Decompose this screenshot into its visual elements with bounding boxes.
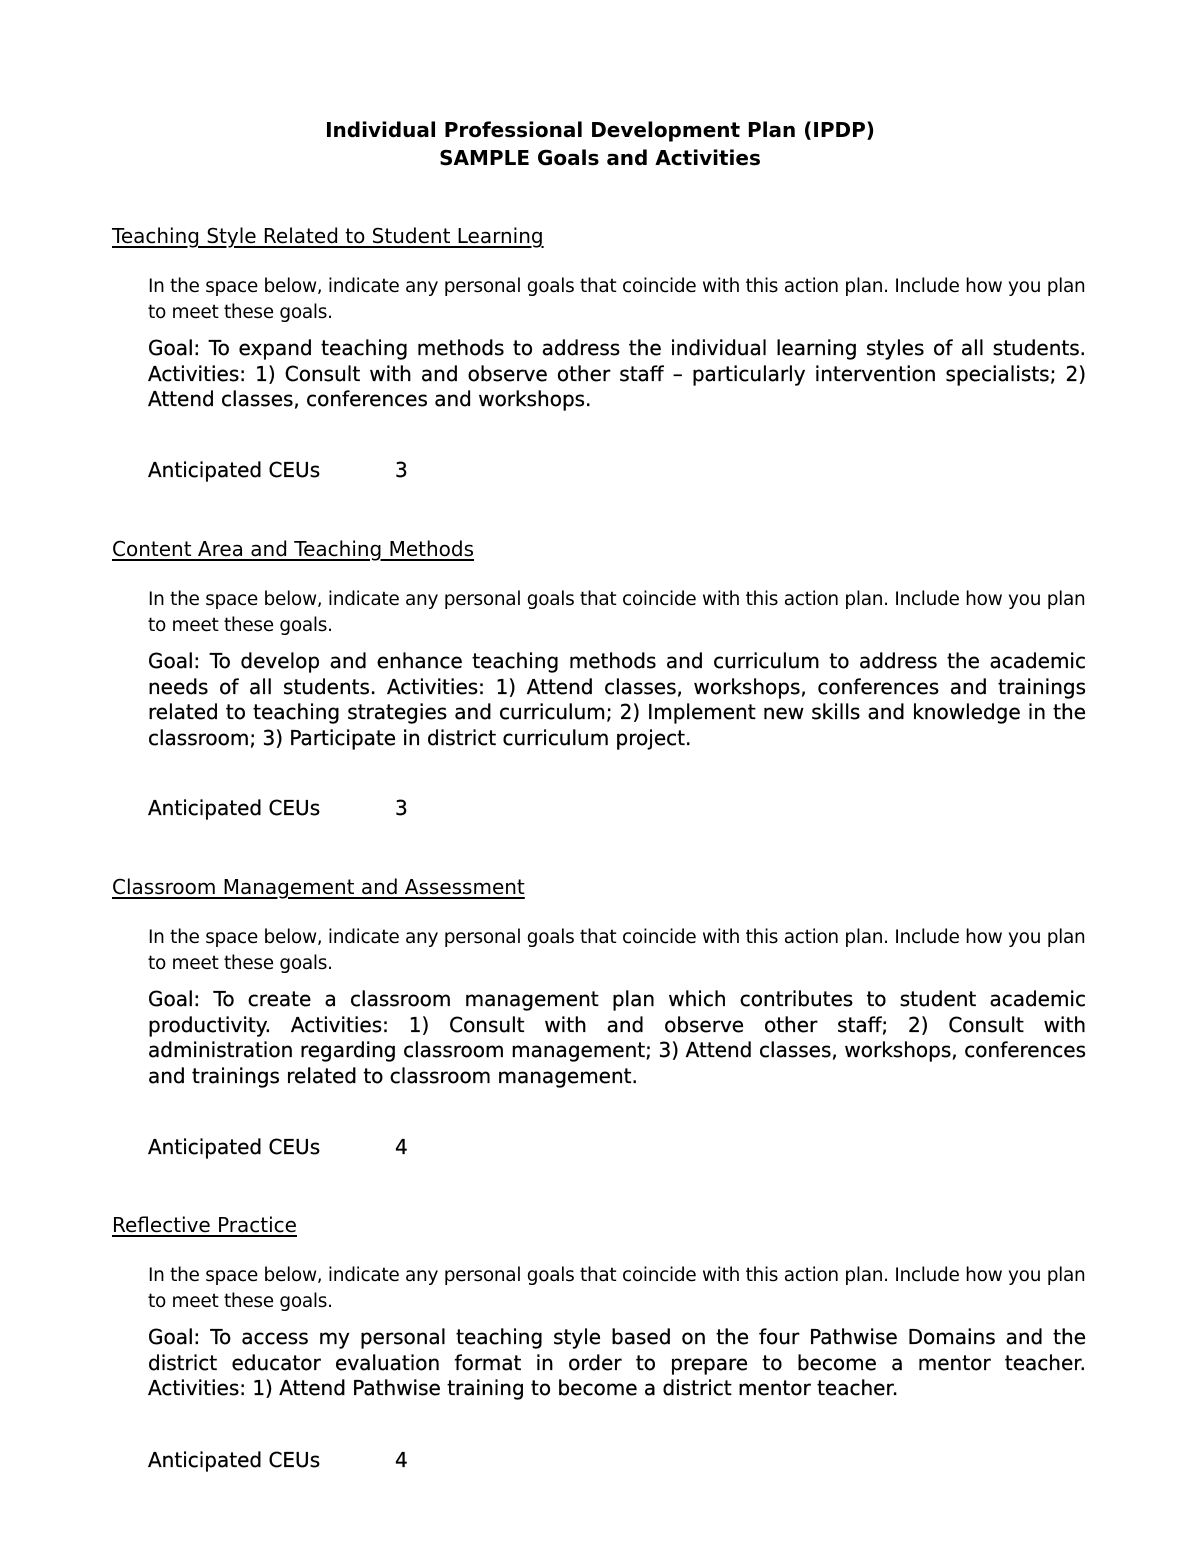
anticipated-ceus — [148, 1133, 408, 1161]
section-prompt: In the space below, indicate any personal goals that coincide with this action plan. Include how you plan to meet these goals. — [148, 927, 1086, 974]
goal-text: Goal: To expand teaching methods to address the individual learning styles of all students. Activities: 1) Consult with and observe other staff – particularly intervention specialists; 2) Attend classes, conferences and workshops. — [148, 336, 1086, 411]
ceus-label: Anticipated CEUs — [148, 796, 321, 820]
goal-text: Goal: To access my personal teaching style based on the four Pathwise Domains and the district educator evaluation format in order to prepare to become a mentor teacher. Activities: 1) Attend Pathwise training to become a district mentor teacher. — [148, 1325, 1086, 1400]
ceus-value: 4 — [395, 1448, 408, 1472]
document-title: Individual Professional Development Plan (IPDP) — [325, 118, 875, 142]
section-heading: Reflective Practice — [112, 1213, 297, 1237]
ceus-label: Anticipated CEUs — [148, 1448, 321, 1472]
ceus-value: 3 — [395, 796, 408, 820]
ceus-value: 4 — [395, 1135, 408, 1159]
section-prompt: In the space below, indicate any personal goals that coincide with this action plan. Include how you plan to meet these goals. — [148, 276, 1086, 323]
anticipated-ceus — [148, 456, 408, 484]
section-heading: Teaching Style Related to Student Learning — [112, 224, 544, 248]
goal-text: Goal: To create a classroom management plan which contributes to student academic productivity. Activities: 1) Consult with and observe other staff; 2) Consult with administration regarding classroom management; 3) Attend classes, workshops, conferences and trainings related to classroom management. — [148, 987, 1086, 1088]
section-heading: Content Area and Teaching Methods — [112, 537, 475, 561]
anticipated-ceus — [148, 794, 408, 822]
document-subtitle: SAMPLE Goals and Activities — [439, 146, 761, 170]
anticipated-ceus — [148, 1446, 408, 1474]
ceus-value: 3 — [395, 458, 408, 482]
ceus-label: Anticipated CEUs — [148, 458, 321, 482]
section-heading: Classroom Management and Assessment — [112, 875, 525, 899]
section-prompt: In the space below, indicate any personal goals that coincide with this action plan. Include how you plan to meet these goals. — [148, 1265, 1086, 1312]
ceus-label: Anticipated CEUs — [148, 1135, 321, 1159]
section-prompt: In the space below, indicate any personal goals that coincide with this action plan. Include how you plan to meet these goals. — [148, 589, 1086, 636]
goal-text: Goal: To develop and enhance teaching methods and curriculum to address the academic needs of all students. Activities: 1) Attend classes, workshops, conferences and trainings related to teaching strategies and curriculum; 2) Implement new skills and knowledge in the classroom; 3) Participate in district curriculum project. — [148, 649, 1086, 750]
